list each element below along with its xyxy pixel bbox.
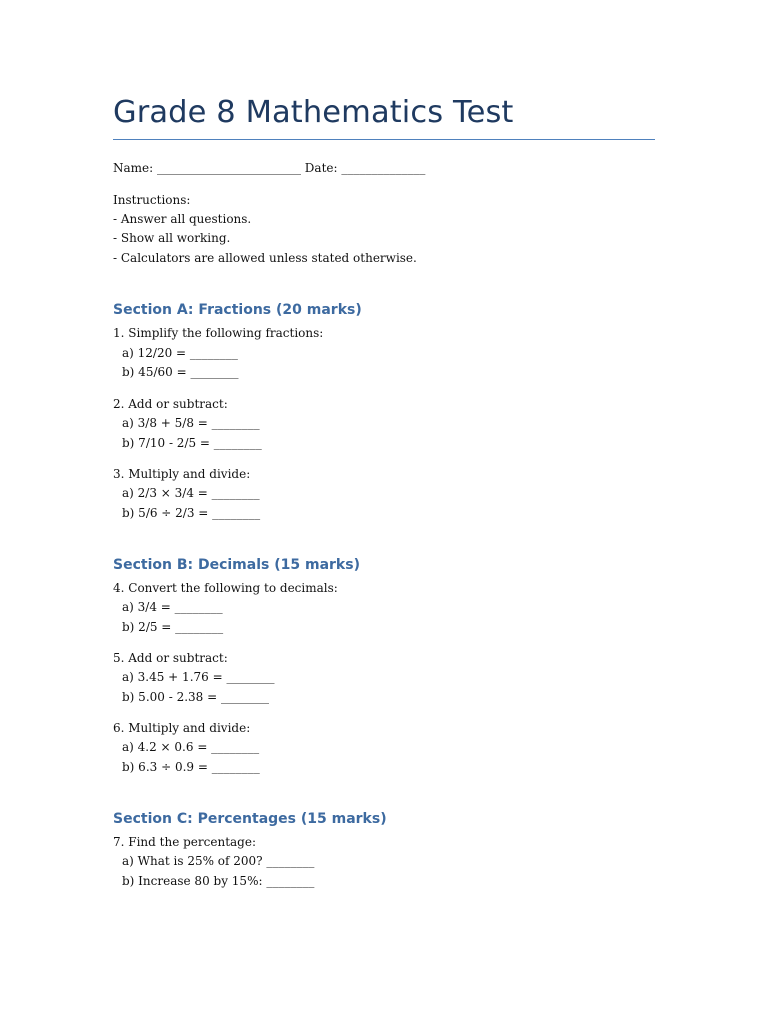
- question-3-prompt: 3. Multiply and divide:: [113, 467, 251, 481]
- question-7-part-b: b) Increase 80 by 15%: ________: [122, 874, 315, 888]
- question-1-prompt: 1. Simplify the following fractions:: [113, 326, 324, 340]
- title-underline: [113, 139, 655, 140]
- question-2-part-b: b) 7/10 - 2/5 = ________: [122, 436, 262, 450]
- question-1-part-b: b) 45/60 = ________: [122, 365, 239, 379]
- question-4-part-a: a) 3/4 = ________: [122, 600, 223, 614]
- question-7-prompt: 7. Find the percentage:: [113, 835, 256, 849]
- question-6-part-a: a) 4.2 × 0.6 = ________: [122, 740, 260, 754]
- question-5-part-a: a) 3.45 + 1.76 = ________: [122, 670, 275, 684]
- question-5-part-b: b) 5.00 - 2.38 = ________: [122, 690, 269, 704]
- name-date-fields: Name: ________________________ Date: ______________: [113, 161, 426, 175]
- page-title: Grade 8 Mathematics Test: [113, 95, 514, 130]
- question-6-prompt: 6. Multiply and divide:: [113, 721, 251, 735]
- instructions-heading: Instructions:: [113, 193, 191, 207]
- question-1-part-a: a) 12/20 = ________: [122, 346, 238, 360]
- section-b-heading: Section B: Decimals (15 marks): [113, 557, 360, 573]
- section-c-heading: Section C: Percentages (15 marks): [113, 811, 387, 827]
- question-4-part-b: b) 2/5 = ________: [122, 620, 224, 634]
- instruction-item: - Show all working.: [113, 231, 231, 245]
- instruction-item: - Answer all questions.: [113, 212, 252, 226]
- question-3-part-a: a) 2/3 × 3/4 = ________: [122, 486, 260, 500]
- question-3-part-b: b) 5/6 ÷ 2/3 = ________: [122, 506, 261, 520]
- question-5-prompt: 5. Add or subtract:: [113, 651, 228, 665]
- instruction-item: - Calculators are allowed unless stated otherwise.: [113, 251, 417, 265]
- question-4-prompt: 4. Convert the following to decimals:: [113, 581, 338, 595]
- section-a-heading: Section A: Fractions (20 marks): [113, 302, 362, 318]
- question-6-part-b: b) 6.3 ÷ 0.9 = ________: [122, 760, 260, 774]
- question-2-part-a: a) 3/8 + 5/8 = ________: [122, 416, 260, 430]
- question-7-part-a: a) What is 25% of 200? ________: [122, 854, 315, 868]
- question-2-prompt: 2. Add or subtract:: [113, 397, 228, 411]
